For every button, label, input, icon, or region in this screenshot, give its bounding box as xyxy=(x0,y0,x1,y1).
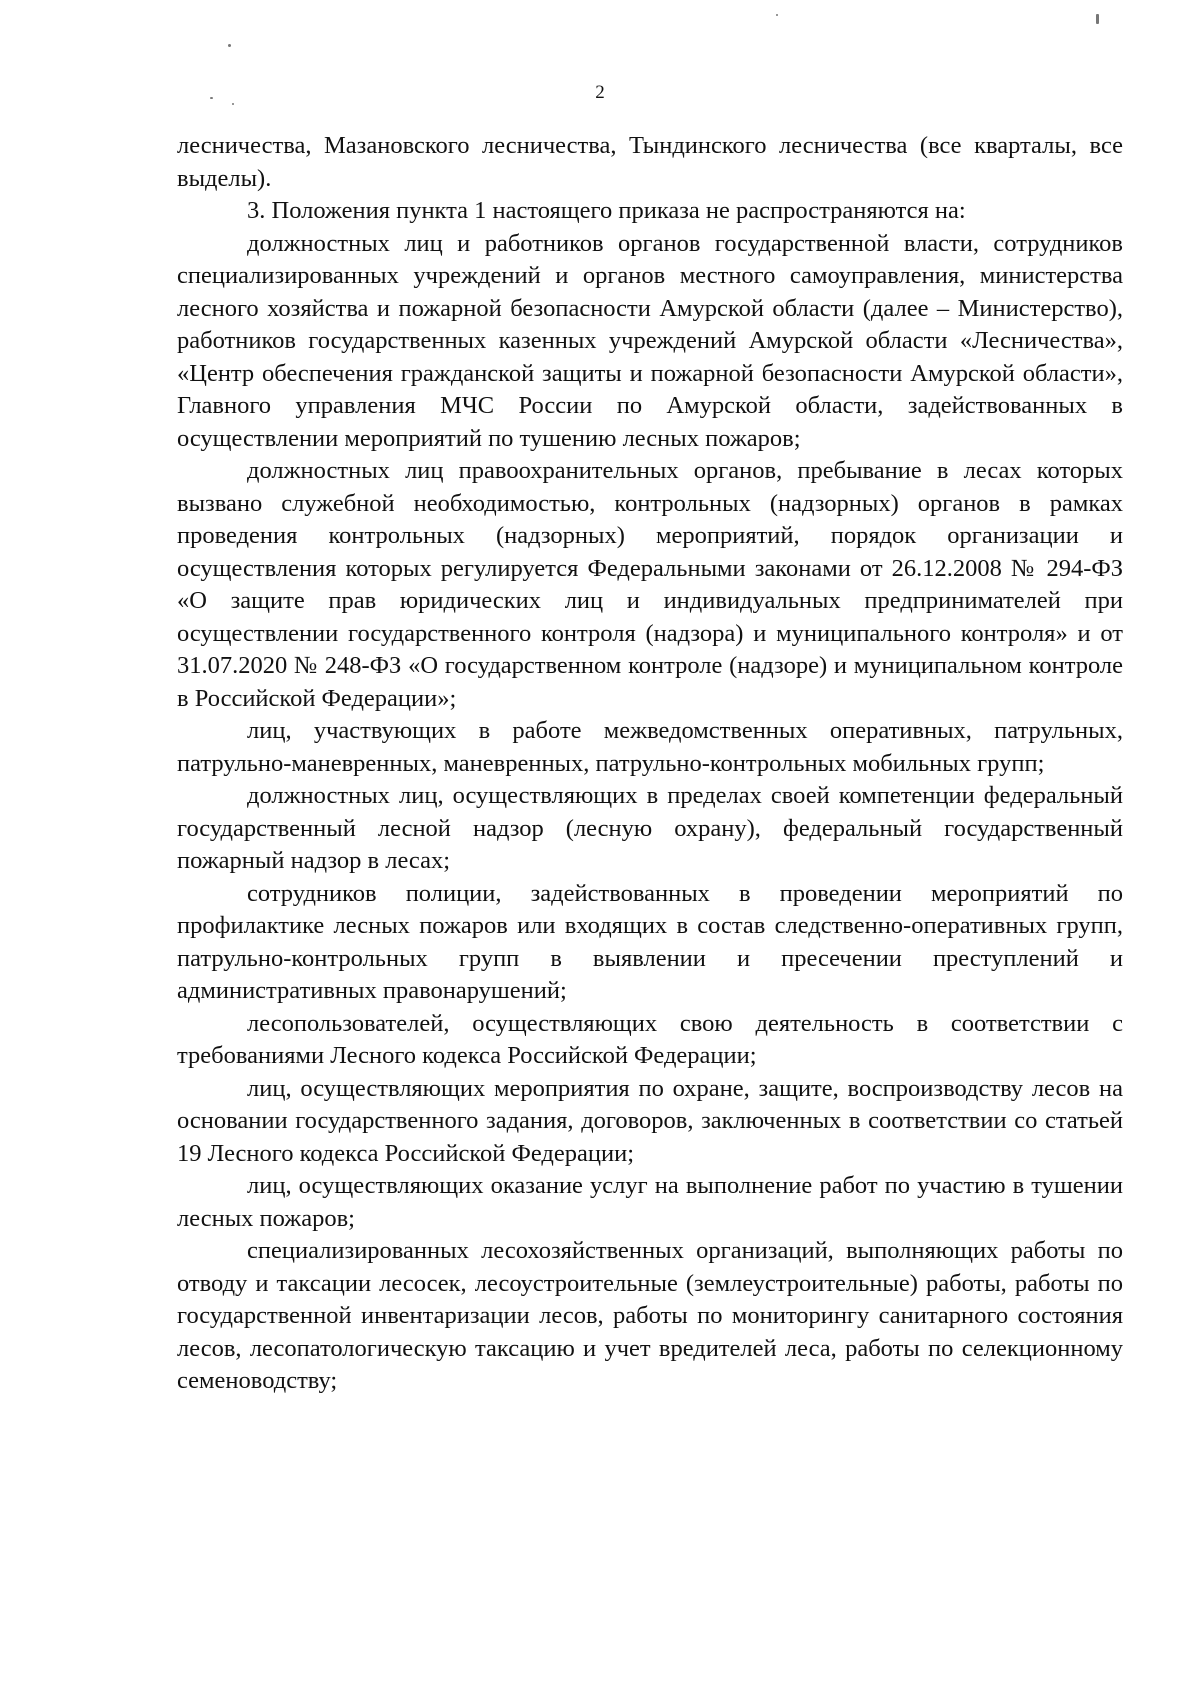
page-number: 2 xyxy=(595,82,605,103)
paragraph-exception: должностных лиц, осуществляющих в пределах своей компетенции федеральный государственный лесной надзор (лесную охрану), федеральный государственный пожарный надзор в лесах; xyxy=(177,782,1123,874)
paragraph-continuation: лесничества, Мазановского лесничества, Тындинского лесничества (все кварталы, все выделы). xyxy=(177,132,1123,192)
paragraph-exception: лесопользователей, осуществляющих свою деятельность в соответствии с требованиями Лесного кодекса Российской Федерации; xyxy=(177,1009,1123,1069)
paragraph-item-3: 3. Положения пункта 1 настоящего приказа не распространяются на: xyxy=(247,197,966,224)
paragraph-exception: сотрудников полиции, задействованных в проведении мероприятий по профилактике лесных пожаров или входящих в состав следственно-оперативных групп, патрульно-контрольных групп в выявлении и пресечении преступлений и административных правонарушений; xyxy=(177,879,1123,1004)
scan-speck xyxy=(1096,14,1099,24)
paragraph-exception: должностных лиц правоохранительных органов, пребывание в лесах которых вызвано служебной необходимостью, контрольных (надзорных) органов в рамках проведения контрольных (надзорных) мероприятий, порядок организации и осуществления которых регулируется Федеральными законами от 26.12.2008 № 294-ФЗ «О защите прав юридических лиц и индивидуальных предпринимателей при осуществлении государственного контроля (надзора) и муниципального контроля» и от 31.07.2020 № 248-ФЗ «О государственном контроле (надзоре) и муниципальном контроле в Российской Федерации»; xyxy=(177,457,1123,712)
paragraph-exception: специализированных лесохозяйственных организаций, выполняющих работы по отводу и таксации лесосек, лесоустроительные (землеустроительные) работы, работы по государственной инвентаризации лесов, работы по мониторингу санитарного состояния лесов, лесопатологическую таксацию и учет вредителей леса, работы по селекционному семеноводству; xyxy=(177,1237,1123,1394)
paragraph-exception: должностных лиц и работников органов государственной власти, сотрудников специализированных учреждений и органов местного самоуправления, министерства лесного хозяйства и пожарной безопасности Амурской области (далее – Министерство), работников государственных казенных учреждений Амурской области «Лесничества», «Центр обеспечения гражданской защиты и пожарной безопасности Амурской области», Главного управления МЧС России по Амурской области, задействованных в осуществлении мероприятий по тушению лесных пожаров; xyxy=(177,229,1123,452)
scan-speck xyxy=(228,44,231,47)
paragraph-exception: лиц, осуществляющих мероприятия по охране, защите, воспроизводству лесов на основании государственного задания, договоров, заключенных в соответствии со статьей 19 Лесного кодекса Российской Федерации; xyxy=(177,1074,1123,1167)
document-body xyxy=(177,130,1123,1398)
paragraph-exception: лиц, участвующих в работе межведомственных оперативных, патрульных, патрульно-маневренных, маневренных, патрульно-контрольных мобильных групп; xyxy=(177,717,1123,777)
paragraph-exception: лиц, осуществляющих оказание услуг на выполнение работ по участию в тушении лесных пожаров; xyxy=(177,1172,1123,1232)
scan-speck xyxy=(776,14,778,16)
